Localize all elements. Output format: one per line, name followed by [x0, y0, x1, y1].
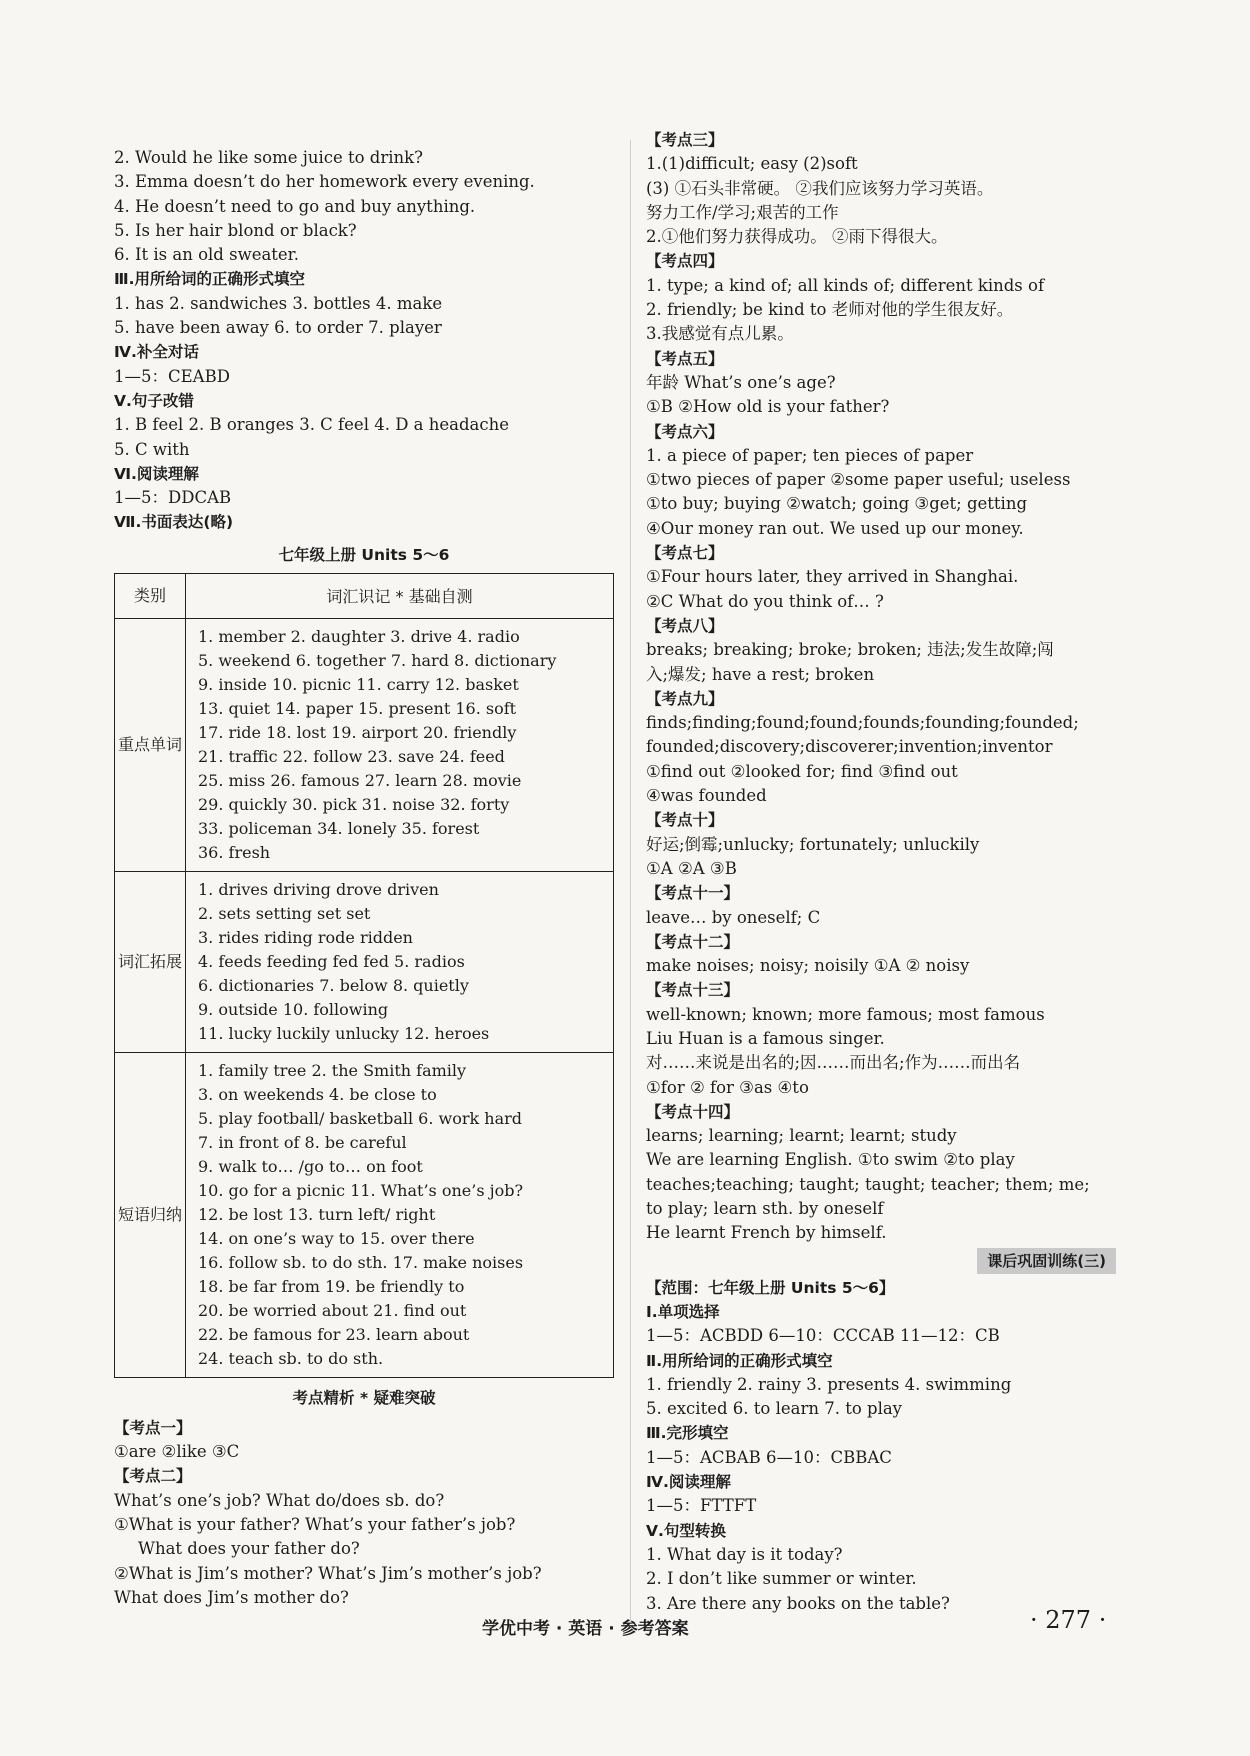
answer-line: 1—5：FTTFT — [646, 1496, 757, 1516]
vocab-line: 12. be lost 13. turn left/ right — [198, 1204, 436, 1224]
vocab-line: 36. fresh — [198, 842, 271, 862]
answer-line: 1. a piece of paper; ten pieces of paper — [646, 445, 974, 465]
vocab-line: 5. play football/ basketball 6. work hard — [198, 1108, 523, 1128]
answer-line: 1—5：ACBAB 6—10：CBBAC — [646, 1447, 892, 1467]
table-row-body — [186, 1052, 614, 1377]
answer-line: ①find out ②looked for; find ③find out — [646, 761, 958, 781]
section-heading: Ⅳ.补全对话 — [114, 343, 199, 362]
table-row — [115, 871, 614, 1052]
key-point-heading: 【考点十】 — [646, 811, 724, 830]
vocab-line: 3. rides riding rode ridden — [198, 927, 413, 947]
left-column — [114, 146, 614, 1610]
vocab-line: 5. weekend 6. together 7. hard 8. dictionary — [198, 650, 557, 670]
key-points-title: 考点精析 * 疑难突破 — [292, 1388, 436, 1407]
page-number: · 277 · — [1030, 1606, 1107, 1634]
answer-line: 2. I don’t like summer or winter. — [646, 1569, 917, 1589]
answer-line: 3. Emma doesn’t do her homework every evening. — [114, 172, 535, 192]
key-point-heading: 【考点十一】 — [646, 884, 740, 903]
page-footer: 学优中考 · 英语 · 参考答案 — [482, 1619, 689, 1639]
answer-line: 好运;倒霉;unlucky; fortunately; unluckily — [646, 834, 980, 854]
key-point-heading: 【考点九】 — [646, 689, 724, 708]
table-header-category: 类别 — [115, 573, 186, 618]
answer-line: We are learning English. ①to swim ②to play — [646, 1150, 1015, 1170]
vocab-line: 11. lucky luckily unlucky 12. heroes — [198, 1023, 490, 1043]
table-row-category: 短语归纳 — [115, 1052, 186, 1377]
answer-line: 5. Is her hair blond or black? — [114, 220, 357, 240]
answer-line: 5. have been away 6. to order 7. player — [114, 318, 442, 338]
answer-line: 1. friendly 2. rainy 3. presents 4. swimming — [646, 1374, 1012, 1394]
answer-line: 1. B feel 2. B oranges 3. C feel 4. D a headache — [114, 415, 510, 435]
exercise-band: 课后巩固训练(三) — [977, 1248, 1116, 1274]
answer-line: make noises; noisy; noisily ①A ② noisy — [646, 956, 970, 976]
vocab-line: 9. outside 10. following — [198, 999, 389, 1019]
answer-line: teaches;teaching; taught; taught; teacher; them; me; — [646, 1174, 1090, 1194]
section-heading: Ⅴ.句子改错 — [114, 391, 194, 410]
key-point-heading: 【考点五】 — [646, 349, 724, 368]
key-point-heading: 【考点四】 — [646, 252, 724, 271]
answer-line: 1. has 2. sandwiches 3. bottles 4. make — [114, 293, 443, 313]
answer-line: 1. type; a kind of; all kinds of; different kinds of — [646, 275, 1045, 295]
key-point-heading: 【考点三】 — [646, 131, 724, 149]
right-column — [646, 128, 1116, 1616]
answer-line: ①What is your father? What’s your father’s job? — [114, 1514, 516, 1534]
table-row-category: 词汇拓展 — [115, 871, 186, 1052]
vocab-line: 16. follow sb. to do sth. 17. make noises — [198, 1252, 524, 1272]
vocab-line: 17. ride 18. lost 19. airport 20. friendly — [198, 722, 517, 742]
table-row — [115, 618, 614, 871]
answer-line: 1—5：DDCAB — [114, 488, 232, 508]
section-heading: Ⅴ.句型转换 — [646, 1521, 726, 1540]
answer-line: 5. C with — [114, 439, 190, 459]
vocab-line: 33. policeman 34. lonely 35. forest — [198, 818, 480, 838]
answer-line: 1—5：ACBDD 6—10：CCCAB 11—12：CB — [646, 1326, 1000, 1346]
vocab-line: 29. quickly 30. pick 31. noise 32. forty — [198, 794, 510, 814]
table-row-body — [186, 871, 614, 1052]
answer-line: 2.①他们努力获得成功。 ②雨下得很大。 — [646, 227, 948, 247]
vocab-line: 3. on weekends 4. be close to — [198, 1084, 437, 1104]
answer-line: (3) ①石头非常硬。 ②我们应该努力学习英语。 — [646, 178, 994, 198]
key-point-heading: 【考点十二】 — [646, 932, 740, 951]
vocab-line: 20. be worried about 21. find out — [198, 1300, 467, 1320]
vocab-line: 18. be far from 19. be friendly to — [198, 1276, 465, 1296]
section-heading: Ⅰ.单项选择 — [646, 1302, 720, 1321]
section-heading: Ⅲ.用所给词的正确形式填空 — [114, 270, 306, 289]
vocab-line: 24. teach sb. to do sth. — [198, 1348, 384, 1368]
answer-line: 1. What day is it today? — [646, 1544, 843, 1564]
answer-line: 对……来说是出名的;因……而出名;作为……而出名 — [646, 1053, 1021, 1073]
key-point-heading: 【考点七】 — [646, 544, 724, 563]
table-header-row — [115, 573, 614, 618]
answer-line: ②What is Jim’s mother? What’s Jim’s mother’s job? — [114, 1563, 542, 1583]
answer-line: He learnt French by himself. — [646, 1223, 887, 1243]
key-point-heading: 【考点二】 — [114, 1467, 192, 1486]
answer-line: learns; learning; learnt; learnt; study — [646, 1126, 957, 1146]
table-row — [115, 1052, 614, 1377]
vocab-line: 25. miss 26. famous 27. learn 28. movie — [198, 770, 522, 790]
answer-line: well-known; known; more famous; most famous — [646, 1004, 1045, 1024]
answer-line: ①are ②like ③C — [114, 1442, 240, 1462]
column-divider — [630, 140, 631, 1620]
key-point-heading: 【考点八】 — [646, 616, 724, 635]
vocab-line: 14. on one’s way to 15. over there — [198, 1228, 475, 1248]
section-heading: Ⅳ.阅读理解 — [646, 1473, 731, 1492]
answer-line: 2. Would he like some juice to drink? — [114, 148, 424, 167]
answer-line: 6. It is an old sweater. — [114, 245, 300, 265]
section-heading: Ⅲ.完形填空 — [646, 1424, 729, 1443]
key-point-heading: 【考点六】 — [646, 422, 724, 441]
vocab-line: 2. sets setting set set — [198, 903, 371, 923]
section-heading: Ⅵ.阅读理解 — [114, 464, 199, 483]
answer-line: ①to buy; buying ②watch; going ③get; getting — [646, 494, 1028, 514]
answer-line: 2. friendly; be kind to 老师对他的学生很友好。 — [646, 300, 1014, 320]
vocab-line: 9. walk to… /go to… on foot — [198, 1156, 423, 1176]
answer-line: What’s one’s job? What do/does sb. do? — [114, 1490, 445, 1510]
answer-line: 入;爆发; have a rest; broken — [646, 664, 875, 684]
answer-line: leave… by oneself; C — [646, 907, 821, 927]
vocab-line: 7. in front of 8. be careful — [198, 1132, 407, 1152]
answer-line: What does your father do? — [138, 1539, 360, 1559]
answer-line: 1.(1)difficult; easy (2)soft — [646, 154, 858, 174]
vocab-line: 21. traffic 22. follow 23. save 24. feed — [198, 746, 505, 766]
table-row-category: 重点单词 — [115, 618, 186, 871]
answer-line: ①for ② for ③as ④to — [646, 1077, 809, 1097]
answer-line: 3.我感觉有点儿累。 — [646, 324, 794, 344]
vocab-line: 1. drives driving drove driven — [198, 879, 439, 899]
key-point-heading: 【考点十四】 — [646, 1102, 740, 1121]
vocab-line: 1. family tree 2. the Smith family — [198, 1060, 467, 1080]
answer-line: breaks; breaking; broke; broken; 违法;发生故障;闯 — [646, 640, 1054, 660]
vocab-line: 10. go for a picnic 11. What’s one’s job? — [198, 1180, 524, 1200]
answer-line: to play; learn sth. by oneself — [646, 1199, 884, 1219]
answer-line: ④was founded — [646, 786, 767, 806]
vocab-line: 4. feeds feeding fed fed 5. radios — [198, 951, 465, 971]
answer-line: 1—5：CEABD — [114, 366, 230, 386]
unit-title: 七年级上册 Units 5～6 — [278, 545, 450, 564]
key-point-heading: 【考点十三】 — [646, 981, 740, 1000]
answer-line: finds;finding;found;found;founds;founding;founded; — [646, 713, 1079, 733]
answer-lines-top — [114, 146, 614, 267]
vocab-table — [114, 573, 614, 1378]
vocab-line: 13. quiet 14. paper 15. present 16. soft — [198, 698, 517, 718]
vocab-line: 1. member 2. daughter 3. drive 4. radio — [198, 626, 520, 646]
answer-line: 3. Are there any books on the table? — [646, 1593, 950, 1613]
vocab-line: 22. be famous for 23. learn about — [198, 1324, 470, 1344]
answer-line: ①A ②A ③B — [646, 858, 737, 878]
vocab-line: 6. dictionaries 7. below 8. quietly — [198, 975, 469, 995]
answer-line: ①two pieces of paper ②some paper useful; useless — [646, 470, 1071, 490]
vocab-line: 9. inside 10. picnic 11. carry 12. basket — [198, 674, 519, 694]
exercise-band-row — [646, 1248, 1116, 1274]
exercise-scope: 【范围：七年级上册 Units 5～6】 — [646, 1278, 895, 1297]
section-heading: Ⅶ.书面表达(略) — [114, 513, 234, 532]
table-row-body — [186, 618, 614, 871]
section-heading: Ⅱ.用所给词的正确形式填空 — [646, 1351, 833, 1370]
answer-line: ②C What do you think of… ? — [646, 591, 884, 611]
answer-line: 5. excited 6. to learn 7. to play — [646, 1399, 903, 1419]
table-header-title: 词汇识记 * 基础自测 — [186, 573, 614, 618]
answer-line: 努力工作/学习;艰苦的工作 — [646, 202, 839, 222]
answer-line: ①B ②How old is your father? — [646, 397, 890, 417]
answer-line: ①Four hours later, they arrived in Shanghai. — [646, 567, 1019, 587]
answer-line: ④Our money ran out. We used up our money. — [646, 518, 1024, 538]
answer-line: 4. He doesn’t need to go and buy anything. — [114, 196, 476, 216]
key-point-heading: 【考点一】 — [114, 1418, 192, 1437]
answer-line: What does Jim’s mother do? — [114, 1587, 349, 1607]
answer-line: founded;discovery;discoverer;invention;inventor — [646, 737, 1053, 757]
answer-line: Liu Huan is a famous singer. — [646, 1028, 885, 1048]
answer-line: 年龄 What’s one’s age? — [646, 372, 836, 392]
